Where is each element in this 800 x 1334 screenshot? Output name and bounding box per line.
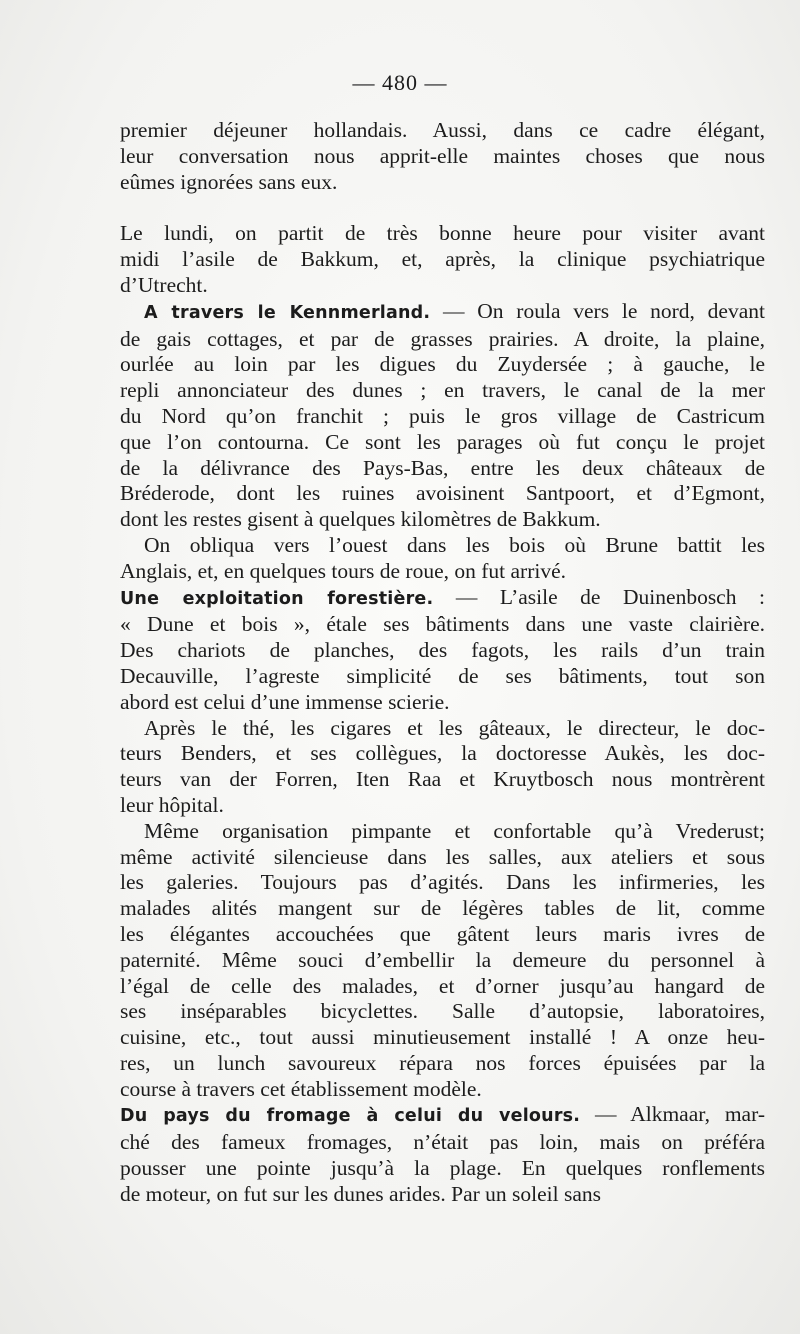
body-text: [120, 118, 765, 1208]
line-text: les galeries. Toujours pas d’agités. Dans les infirmeries, les: [120, 870, 765, 895]
text-line: [120, 1077, 765, 1103]
line-text: d’Utrecht.: [120, 272, 208, 297]
text-line: [120, 247, 765, 273]
text-line: [120, 999, 765, 1025]
line-text: « Dune et bois », étale ses bâtiments dans une vaste clairière.: [120, 612, 765, 637]
text-line: [120, 896, 765, 922]
line-text: res, un lunch savoureux répara nos forces épuisées par la: [120, 1050, 765, 1075]
line-text: cuisine, etc., tout aussi minutieusement installé ! A onze heu-: [120, 1025, 765, 1050]
line-text: Decauville, l’agreste simplicité de ses bâtiments, tout son: [120, 663, 765, 688]
text-line: [120, 1182, 765, 1208]
text-line: [120, 273, 765, 299]
line-text: eûmes ignorées sans eux.: [120, 169, 338, 194]
section-heading: Une exploitation forestière.: [120, 588, 434, 609]
line-text: Après le thé, les cigares et les gâteaux, le directeur, le doc-: [144, 715, 765, 740]
text-line: [120, 793, 765, 819]
text-line: [120, 144, 765, 170]
section-heading: A travers le Kennmerland.: [144, 302, 431, 323]
line-text: l’égal de celle des malades, et d’orner jusqu’au hangard de: [120, 973, 765, 998]
line-text: pousser une pointe jusqu’à la plage. En quelques ronflements: [120, 1156, 765, 1181]
line-text: Bréderode, dont les ruines avoisinent Santpoort, et d’Egmont,: [120, 481, 765, 506]
text-line: [120, 612, 765, 638]
text-line: [120, 378, 765, 404]
line-text: midi l’asile de Bakkum, et, après, la clinique psychiatrique: [120, 247, 765, 272]
text-line: [120, 1156, 765, 1182]
line-text: malades alités mangent sur de légères tables de lit, comme: [120, 896, 765, 921]
text-line: [120, 481, 765, 507]
text-line: [120, 1051, 765, 1077]
text-line: [120, 948, 765, 974]
line-text: teurs Benders, et ses collègues, la doctoresse Aukès, les doc-: [120, 741, 765, 766]
line-text: les élégantes accouchées que gâtent leurs maris ivres de: [120, 921, 765, 946]
line-text: Le lundi, on partit de très bonne heure pour visiter avant: [120, 221, 765, 246]
text-line: [120, 716, 765, 742]
text-line: [120, 118, 765, 144]
text-line: [120, 767, 765, 793]
text-line: [120, 974, 765, 1000]
line-text: ses inséparables bicyclettes. Salle d’autopsie, laboratoires,: [120, 999, 765, 1024]
line-text: Des chariots de planches, des fagots, les rails d’un train: [120, 638, 765, 663]
line-text: — On roula vers le nord, devant: [430, 298, 765, 323]
text-line: [120, 327, 765, 353]
line-text: ché des fameux fromages, n’était pas loin, mais on préféra: [120, 1130, 765, 1155]
line-text: Anglais, et, en quelques tours de roue, on fut arrivé.: [120, 558, 566, 583]
line-text: — L’asile de Duinenbosch :: [433, 584, 765, 609]
text-line: [120, 456, 765, 482]
text-line: [120, 638, 765, 664]
text-line: [120, 741, 765, 767]
line-text: de gais cottages, et par de grasses prairies. A droite, la plaine,: [120, 326, 765, 351]
text-line: [120, 1025, 765, 1051]
line-text: premier déjeuner hollandais. Aussi, dans ce cadre élégant,: [120, 118, 765, 142]
line-text: paternité. Même souci d’embellir la demeure du personnel à: [120, 947, 765, 972]
line-text: même activité silencieuse dans les salles, aux ateliers et sous: [120, 844, 765, 869]
line-text: course à travers cet établissement modèle.: [120, 1076, 482, 1101]
line-text: que l’on contourna. Ce sont les parages où fut conçu le projet: [120, 429, 765, 454]
text-line: [120, 430, 765, 456]
text-line: [120, 352, 765, 378]
line-text: On obliqua vers l’ouest dans les bois où Brune battit les: [144, 532, 765, 557]
line-text: repli annonciateur des dunes ; en travers, le canal de la mer: [120, 378, 765, 403]
line-text: leur hôpital.: [120, 792, 224, 817]
line-text: ourlée au loin par les digues du Zuydersée ; à gauche, le: [120, 352, 765, 377]
text-line: [120, 585, 765, 613]
text-line: [120, 507, 765, 533]
text-line: [120, 1102, 765, 1130]
line-text: dont les restes gisent à quelques kilomètres de Bakkum.: [120, 507, 601, 532]
line-text: — Alkmaar, mar-: [580, 1102, 765, 1127]
line-text: de la délivrance des Pays-Bas, entre les deux châteaux de: [120, 455, 765, 480]
text-line: [120, 221, 765, 247]
text-line: [120, 559, 765, 585]
text-line: [120, 870, 765, 896]
text-line: [120, 533, 765, 559]
line-text: de moteur, on fut sur les dunes arides. Par un soleil sans: [120, 1181, 602, 1206]
line-text: teurs van der Forren, Iten Raa et Kruytbosch nous montrèrent: [120, 767, 765, 792]
text-line: [120, 299, 765, 327]
text-line: [120, 922, 765, 948]
line-text: Même organisation pimpante et confortable qu’à Vrederust;: [144, 818, 765, 843]
text-line: [120, 819, 765, 845]
text-line: [120, 845, 765, 871]
text-line: [120, 404, 765, 430]
section-heading: Du pays du fromage à celui du velours.: [120, 1106, 581, 1127]
text-line: [120, 664, 765, 690]
line-text: du Nord qu’on franchit ; puis le gros village de Castricum: [120, 403, 765, 428]
text-line: [120, 690, 765, 716]
text-line: [120, 170, 765, 196]
line-text: abord est celui d’une immense scierie.: [120, 689, 450, 714]
text-line: [120, 1130, 765, 1156]
line-text: leur conversation nous apprit-elle maintes choses que nous: [120, 143, 765, 168]
page-number: — 480 —: [352, 70, 448, 95]
